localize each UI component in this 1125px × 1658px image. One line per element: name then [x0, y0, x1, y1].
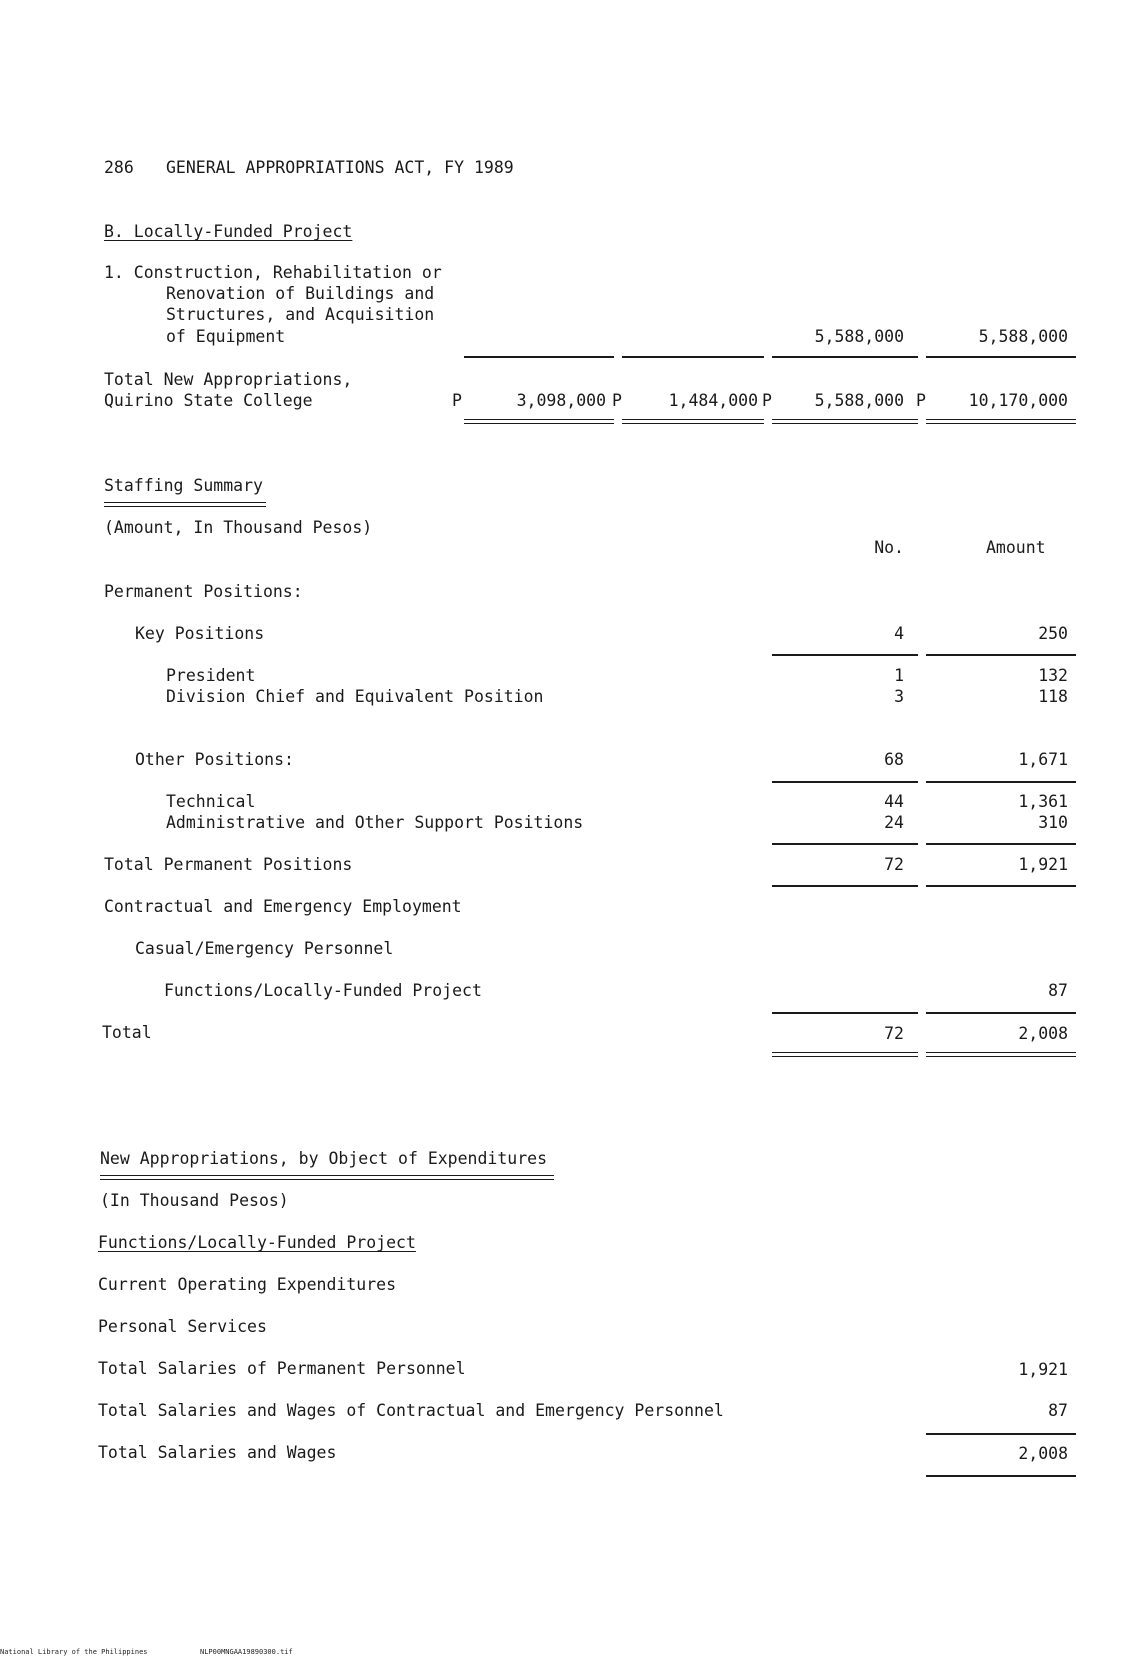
permanent-salaries-label: Total Salaries of Permanent Personnel: [98, 1359, 466, 1378]
construction-col3-value: 5,588,000: [814, 327, 904, 346]
current-operating-label: Current Operating Expenditures: [98, 1275, 397, 1294]
object-expenditures-heading: New Appropriations, by Object of Expenditures: [100, 1149, 548, 1168]
column-header-amount: Amount: [986, 538, 1046, 557]
admin-support-amount: 310: [1038, 813, 1068, 832]
rule: [772, 843, 918, 845]
construction-item-line4: of Equipment: [166, 327, 286, 346]
rule: [772, 781, 918, 783]
rule: [622, 356, 764, 358]
casual-emergency-label: Casual/Emergency Personnel: [135, 939, 394, 958]
total-new-value-3: 5,588,000: [814, 391, 904, 410]
functions-project-label: Functions/Locally-Funded Project: [164, 981, 482, 1000]
object-subheading: (In Thousand Pesos): [100, 1191, 289, 1210]
scan-footer-file: NLP00MNGAA19890300.tif: [200, 1648, 293, 1656]
rule: [772, 654, 918, 656]
construction-item-line3: Structures, and Acquisition: [166, 305, 435, 324]
total-salaries-wages-amount: 2,008: [1018, 1444, 1068, 1463]
technical-label: Technical: [166, 792, 256, 811]
admin-support-no: 24: [884, 813, 904, 832]
rule: [464, 356, 614, 358]
staffing-total-label: Total: [102, 1023, 152, 1042]
peso-sign: P: [762, 391, 772, 410]
staffing-subheading: (Amount, In Thousand Pesos): [104, 518, 373, 537]
rule: [772, 885, 918, 887]
rule: [926, 1433, 1076, 1435]
rule: [926, 654, 1076, 656]
rule: [926, 843, 1076, 845]
peso-sign: P: [916, 391, 926, 410]
construction-item-line1: 1. Construction, Rehabilitation or: [104, 263, 442, 282]
functions-heading: Functions/Locally-Funded Project: [98, 1233, 416, 1252]
technical-no: 44: [884, 792, 904, 811]
other-positions-label: Other Positions:: [135, 750, 294, 769]
contractual-salaries-amount: 87: [1048, 1401, 1068, 1420]
division-chief-no: 3: [894, 687, 904, 706]
double-rule: [926, 1052, 1076, 1057]
total-permanent-label: Total Permanent Positions: [104, 855, 353, 874]
staffing-total-no: 72: [884, 1024, 904, 1043]
peso-sign: P: [452, 391, 462, 410]
division-chief-label: Division Chief and Equivalent Position: [166, 687, 544, 706]
double-rule: [772, 1052, 918, 1057]
president-label: President: [166, 666, 256, 685]
rule: [926, 885, 1076, 887]
double-rule: [772, 419, 918, 424]
permanent-salaries-amount: 1,921: [1018, 1360, 1068, 1379]
functions-project-amount: 87: [1048, 981, 1068, 1000]
document-title: GENERAL APPROPRIATIONS ACT, FY 1989: [166, 158, 514, 177]
rule: [926, 1475, 1076, 1477]
total-new-value-1: 3,098,000: [516, 391, 606, 410]
total-new-label-line1: Total New Appropriations,: [104, 370, 353, 389]
total-salaries-wages-label: Total Salaries and Wages: [98, 1443, 337, 1462]
total-permanent-amount: 1,921: [1018, 855, 1068, 874]
construction-total-value: 5,588,000: [978, 327, 1068, 346]
other-positions-no: 68: [884, 750, 904, 769]
permanent-positions-label: Permanent Positions:: [104, 582, 303, 601]
key-positions-amount: 250: [1038, 624, 1068, 643]
contractual-label: Contractual and Emergency Employment: [104, 897, 462, 916]
key-positions-no: 4: [894, 624, 904, 643]
personal-services-label: Personal Services: [98, 1317, 267, 1336]
scan-footer-library: National Library of the Philippines: [0, 1648, 148, 1656]
double-rule: [100, 1175, 554, 1180]
key-positions-label: Key Positions: [135, 624, 265, 643]
division-chief-amount: 118: [1038, 687, 1068, 706]
technical-amount: 1,361: [1018, 792, 1068, 811]
staffing-total-amount: 2,008: [1018, 1024, 1068, 1043]
total-new-value-4: 10,170,000: [968, 391, 1068, 410]
locally-funded-heading: B. Locally-Funded Project: [104, 222, 353, 241]
rule: [926, 356, 1076, 358]
peso-sign: P: [612, 391, 622, 410]
double-rule: [622, 419, 764, 424]
rule: [772, 1012, 918, 1014]
president-no: 1: [894, 666, 904, 685]
rule: [772, 356, 918, 358]
admin-support-label: Administrative and Other Support Positions: [166, 813, 584, 832]
total-permanent-no: 72: [884, 855, 904, 874]
double-rule: [926, 419, 1076, 424]
total-new-value-2: 1,484,000: [668, 391, 758, 410]
contractual-salaries-label: Total Salaries and Wages of Contractual and Emergency Personnel: [98, 1401, 724, 1420]
column-header-no: No.: [874, 538, 904, 557]
other-positions-amount: 1,671: [1018, 750, 1068, 769]
president-amount: 132: [1038, 666, 1068, 685]
rule: [926, 781, 1076, 783]
staffing-summary-heading: Staffing Summary: [104, 476, 263, 495]
double-rule: [464, 419, 614, 424]
double-rule: [104, 502, 266, 507]
page-number: 286: [104, 158, 134, 177]
rule: [926, 1012, 1076, 1014]
total-new-label-line2: Quirino State College: [104, 391, 313, 410]
construction-item-line2: Renovation of Buildings and: [166, 284, 435, 303]
